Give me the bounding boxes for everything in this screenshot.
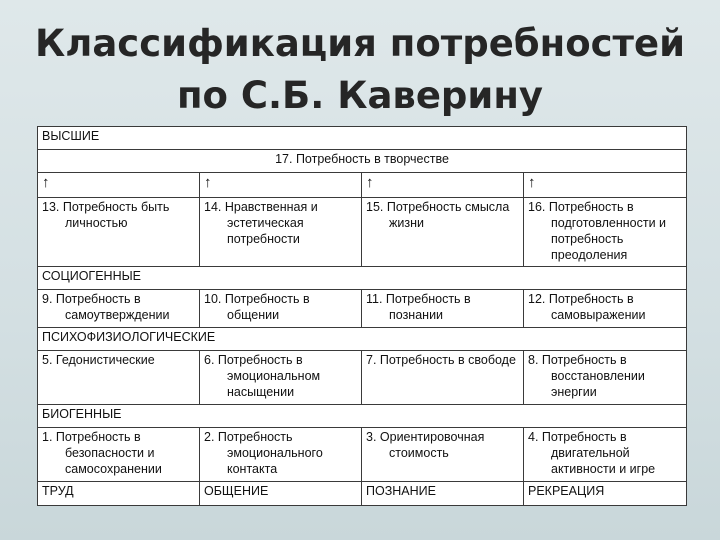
table-cell (524, 198, 687, 267)
need-6-text: 6. Потребность в эмоциональном насыщении (204, 353, 321, 399)
need-16-text: 16. Потребность в подготовленности и потребность преодоления (528, 200, 667, 262)
table-row-arrows (38, 173, 687, 198)
table-cell (362, 428, 524, 482)
table-cell (200, 428, 362, 482)
up-arrow-icon: ↑ (38, 173, 200, 198)
need-9-text: 9. Потребность в самоутверждении (42, 292, 170, 322)
need-13-text: 13. Потребность быть личностью (42, 200, 170, 230)
table-cell (524, 351, 687, 405)
table-row-social-needs (38, 290, 687, 328)
table-cell (524, 428, 687, 482)
need-11-text: 11. Потребность в познании (366, 292, 471, 322)
table-cell (362, 290, 524, 328)
table-cell (38, 290, 200, 328)
table-cell (200, 198, 362, 267)
need-5-text: 5. Гедонистические (42, 353, 155, 367)
table-cell (362, 351, 524, 405)
need-4-text: 4. Потребность в двигательной активности и игре (528, 430, 656, 476)
table-cell (38, 351, 200, 405)
table-cell (200, 351, 362, 405)
table-row-creativity (38, 150, 687, 173)
need-7-text: 7. Потребность в свободе (366, 353, 516, 367)
activity-cognition: ПОЗНАНИЕ (362, 482, 524, 506)
section-header-high: ВЫСШИЕ (38, 127, 687, 150)
table-row-header-social (38, 267, 687, 290)
page-title (0, 18, 720, 122)
table-row-bio-needs (38, 428, 687, 482)
need-17-cell: 17. Потребность в творчестве (38, 150, 687, 173)
need-2-text: 2. Потребность эмоционального контакта (204, 430, 323, 476)
title-line-2: по С.Б. Каверину (176, 74, 544, 117)
table-row-header-high (38, 127, 687, 150)
title-line-1: Классификация потребностей (34, 22, 686, 65)
table-cell (38, 428, 200, 482)
need-3-text: 3. Ориентировочная стоимость (366, 430, 485, 460)
activity-recreation: РЕКРЕАЦИЯ (524, 482, 687, 506)
needs-classification-table (37, 126, 687, 506)
up-arrow-icon: ↑ (524, 173, 687, 198)
need-1-text: 1. Потребность в безопасности и самосохранении (42, 430, 162, 476)
up-arrow-icon: ↑ (200, 173, 362, 198)
table-row-high-needs (38, 198, 687, 267)
table-row-activities (38, 482, 687, 506)
section-header-social: СОЦИОГЕННЫЕ (38, 267, 687, 290)
need-14-text: 14. Нравственная и эстетическая потребности (204, 200, 318, 246)
table-row-psycho-needs (38, 351, 687, 405)
section-header-psycho: ПСИХОФИЗИОЛОГИЧЕСКИЕ (38, 328, 687, 351)
need-12-text: 12. Потребность в самовыражении (528, 292, 646, 322)
up-arrow-icon: ↑ (362, 173, 524, 198)
table-row-header-psycho (38, 328, 687, 351)
activity-communication: ОБЩЕНИЕ (200, 482, 362, 506)
table-row-header-bio (38, 405, 687, 428)
activity-labor: ТРУД (38, 482, 200, 506)
table-cell (38, 198, 200, 267)
table-cell (200, 290, 362, 328)
table-cell (524, 290, 687, 328)
need-8-text: 8. Потребность в восстановлении энергии (528, 353, 645, 399)
section-header-bio: БИОГЕННЫЕ (38, 405, 687, 428)
table-cell (362, 198, 524, 267)
need-10-text: 10. Потребность в общении (204, 292, 310, 322)
need-15-text: 15. Потребность смысла жизни (366, 200, 510, 230)
